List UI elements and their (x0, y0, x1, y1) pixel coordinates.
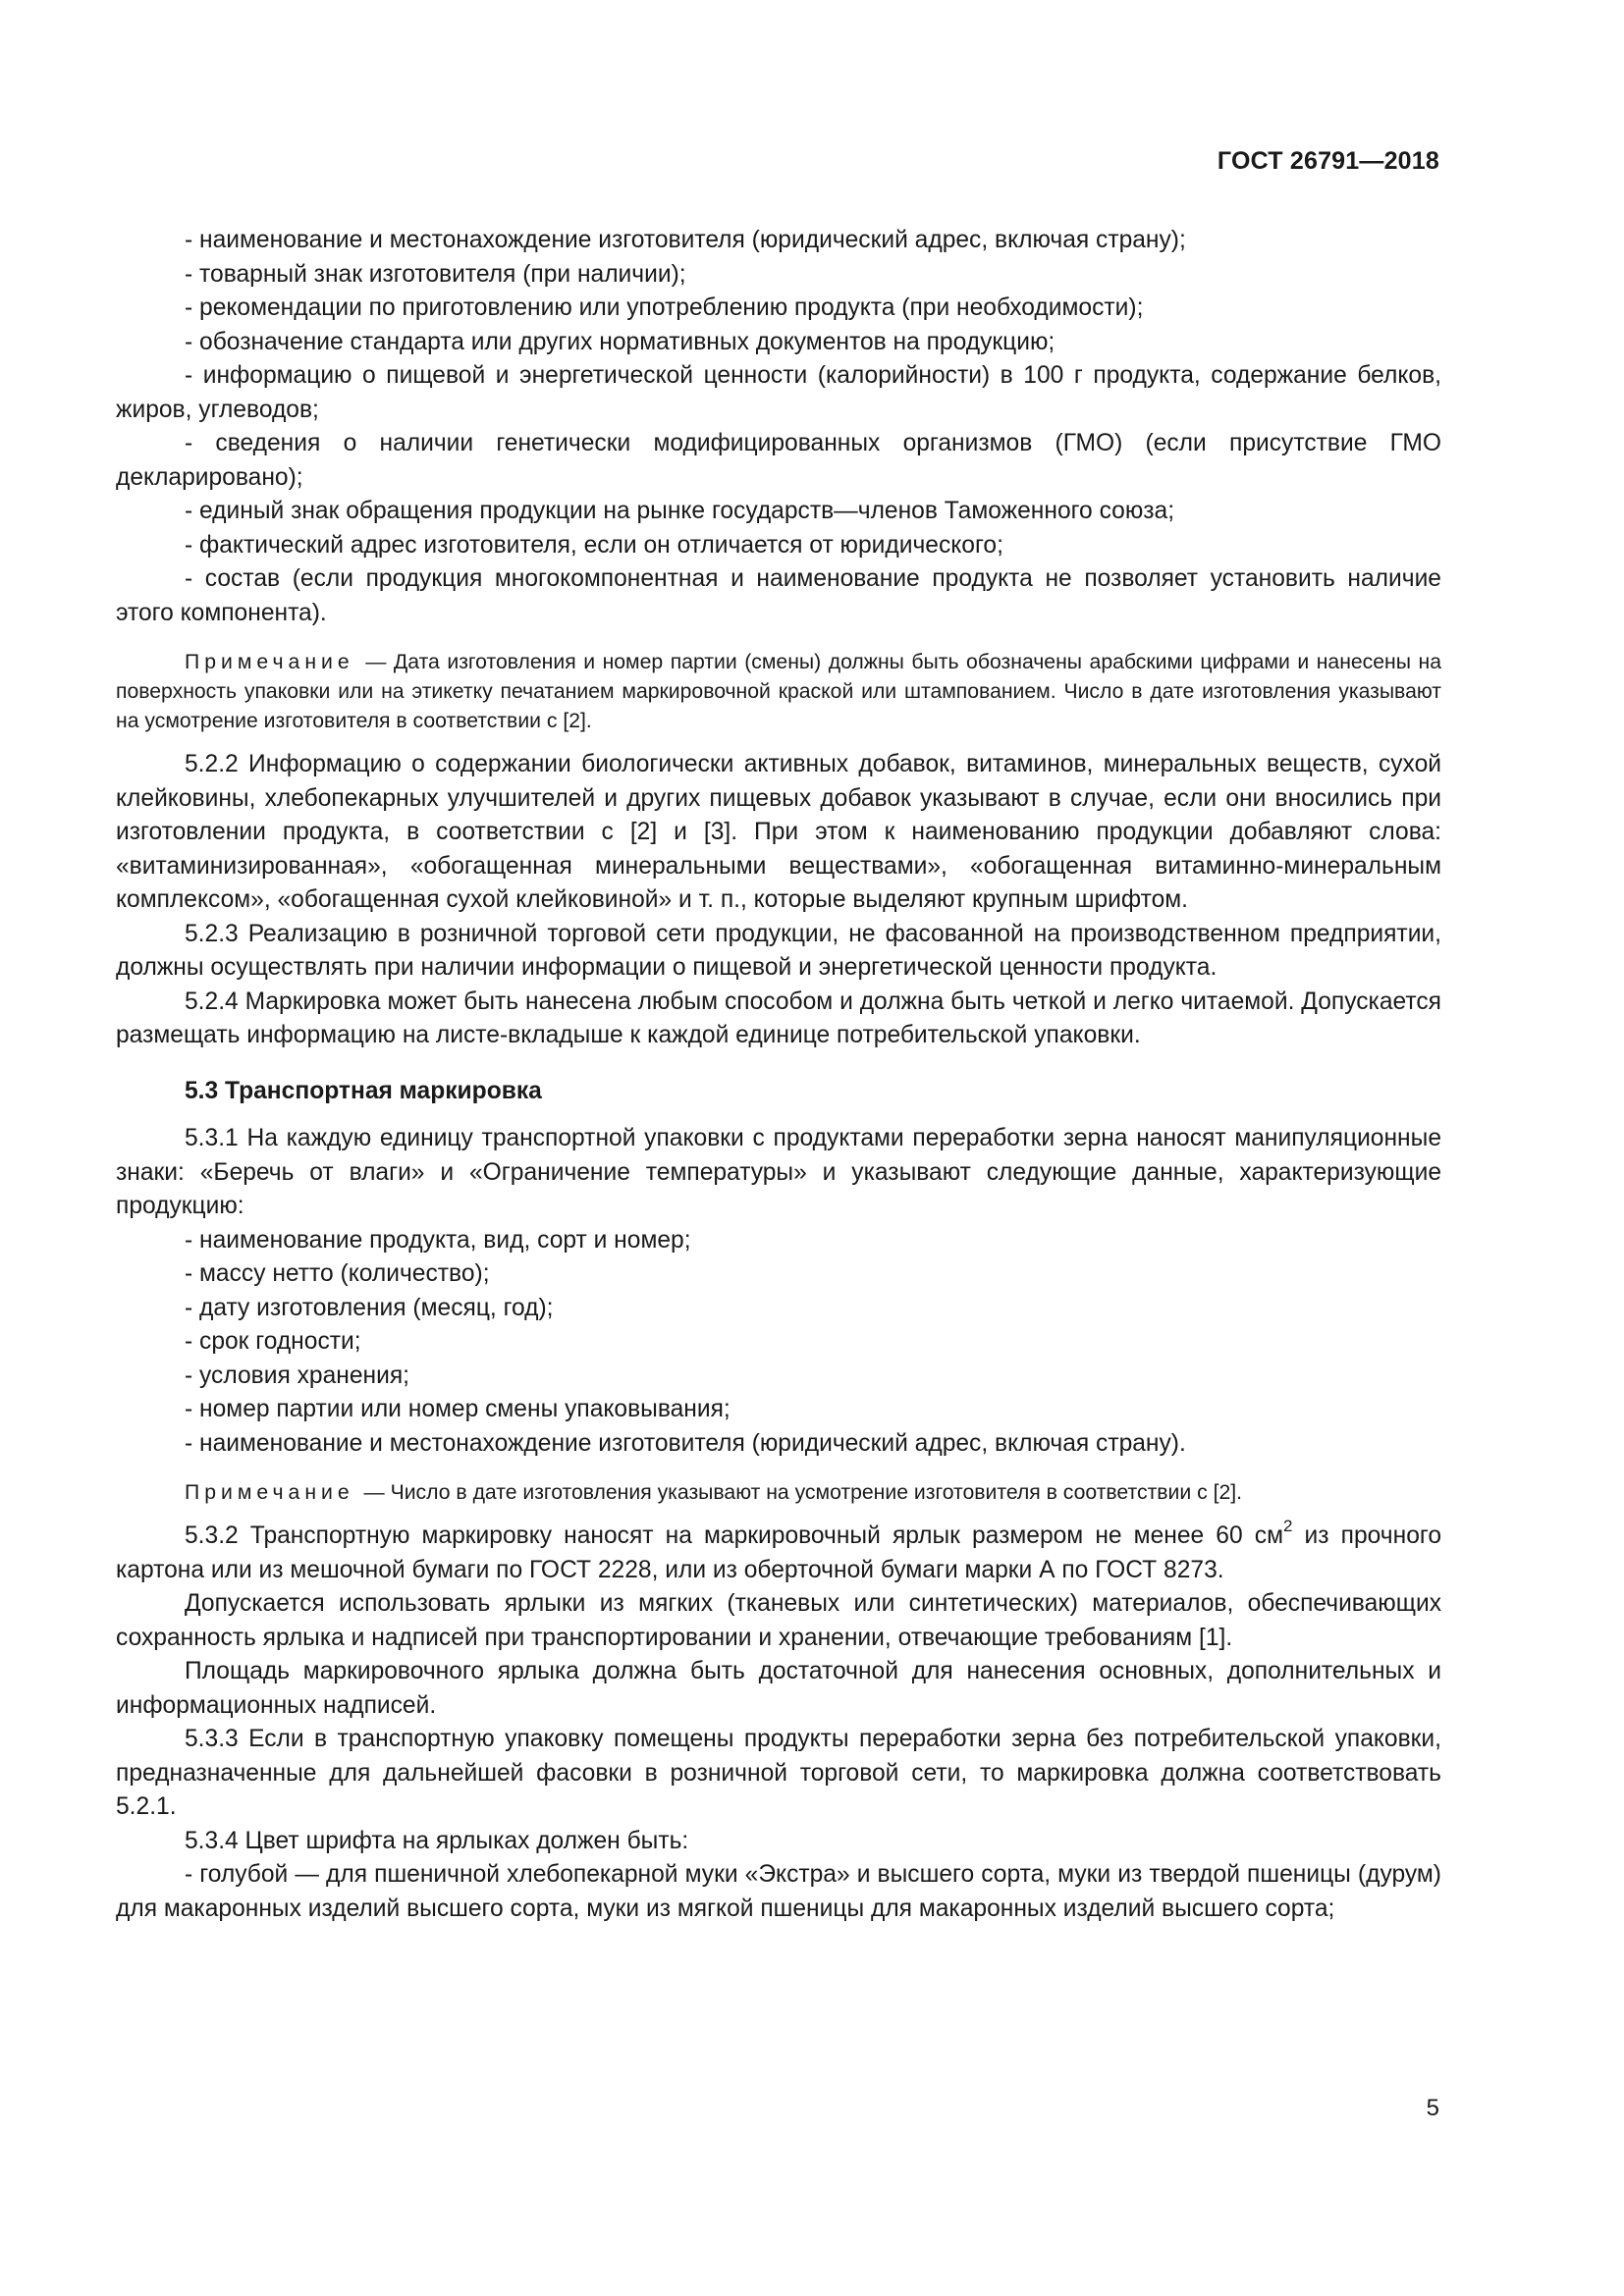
paragraph-5-3-2-part-b: из прочного картона или из мешочной бумаги по ГОСТ 2228, или из оберточной бумаги марки А по ГОСТ 8273. (116, 1522, 1441, 1583)
paragraph-5-3-3: 5.3.3 Если в транспортную упаковку помещены продукты переработки зерна без потребительской упаковки, предназначенные для дальнейшей фасовки в розничной торговой сети, то маркировка должна соответствовать 5.2.1. (116, 1726, 1441, 1820)
note-text: — Число в дате изготовления указывают на усмотрение изготовителя в соответствии с [2]. (363, 1481, 1243, 1504)
paragraph-5-3-2-soft-labels: Допускается использовать ярлыки из мягких (тканевых или синтетических) материалов, обеспечивающих сохранность ярлыка и надписей при транспортировании и хранении, отвечающие требованиям [1]. (116, 1590, 1441, 1651)
list-item: - срок годности; (185, 1328, 361, 1355)
list-item: - номер партии или номер смены упаковывания; (185, 1396, 731, 1422)
list-item: - сведения о наличии генетически модифицированных организмов (ГМО) (если присутствие ГМО декларировано); (116, 430, 1441, 491)
page-content (116, 224, 1441, 1926)
list-item: - обозначение стандарта или других нормативных документов на продукцию; (185, 328, 1056, 355)
paragraph-5-3-4: 5.3.4 Цвет шрифта на ярлыках должен быть: (185, 1827, 689, 1854)
document-code-header: ГОСТ 26791—2018 (1217, 147, 1439, 175)
list-item: - условия хранения; (185, 1362, 409, 1389)
list-item: - наименование и местонахождение изготовителя (юридический адрес, включая страну); (185, 227, 1186, 253)
paragraph-5-3-2-label-area: Площадь маркировочного ярлыка должна быть достаточной для нанесения основных, дополнительных и информационных надписей. (116, 1658, 1441, 1719)
list-item: - информацию о пищевой и энергетической ценности (калорийности) в 100 г продукта, содержание белков, жиров, углеводов; (116, 362, 1441, 423)
superscript-2: 2 (1282, 1517, 1293, 1535)
paragraph-5-2-3: 5.2.3 Реализацию в розничной торговой сети продукции, не фасованной на производственном предприятии, должны осуществлять при наличии информации о пищевой и энергетической ценности продукта. (116, 920, 1441, 981)
paragraph-5-3-2 (116, 1517, 1441, 1587)
paragraph-5-2-4: 5.2.4 Маркировка может быть нанесена любым способом и должна быть четкой и легко читаемой. Допускается размещать информацию на листе-вкладыше к каждой единице потребительской упаковки. (116, 988, 1441, 1048)
section-heading-5-3: 5.3 Транспортная маркировка (185, 1077, 542, 1104)
list-item: - товарный знак изготовителя (при наличии); (185, 260, 686, 288)
list-item: - единый знак обращения продукции на рынке государств—членов Таможенного союза; (185, 498, 1175, 524)
paragraph-5-3-2-part-a: 5.3.2 Транспортную маркировку наносят на маркировочный ярлык размером не менее 60 см (185, 1522, 1283, 1549)
note-2 (116, 1478, 1441, 1508)
paragraph-5-3-1: 5.3.1 На каждую единицу транспортной упаковки с продуктами переработки зерна наносят манипуляционные знаки: «Беречь от влаги» и «Ограничение температуры» и указывают следующие данные, характеризующие продукцию: (116, 1125, 1441, 1219)
paragraph-5-2-2: 5.2.2 Информацию о содержании биологически активных добавок, витаминов, минеральных веществ, сухой клейковины, хлебопекарных улучшителей и других пищевых добавок указывают в случае, если они вносились при изготовлении продукта, в соответствии с [2] и [3]. При этом к наименованию продукции добавляют слова: «витаминизированная», «обогащенная минеральными веществами», «обогащенная витаминно-минеральным комплексом», «обогащенная сухой клейковиной» и т. п., которые выделяют крупным шрифтом. (116, 751, 1441, 913)
list-item: - массу нетто (количество); (185, 1260, 490, 1287)
page-number: 5 (1426, 2095, 1439, 2121)
list-item: - фактический адрес изготовителя, если он отличается от юридического; (185, 531, 1003, 559)
note-label: Примечание (185, 651, 354, 673)
note-label: Примечание (185, 1481, 354, 1504)
list-item: - состав (если продукция многокомпонентная и наименование продукта не позволяет установить наличие этого компонента). (116, 565, 1441, 626)
list-item: - дату изготовления (месяц, год); (185, 1294, 554, 1321)
list-item: - рекомендации по приготовлению или употреблению продукта (при необходимости); (185, 294, 1144, 321)
list-item: - наименование и местонахождение изготовителя (юридический адрес, включая страну). (185, 1429, 1186, 1457)
list-item: - наименование продукта, вид, сорт и номер; (185, 1226, 691, 1254)
note-1 (116, 648, 1441, 736)
list-item: - голубой — для пшеничной хлебопекарной муки «Экстра» и высшего сорта, муки из твердой пшеницы (дурум) для макаронных изделий высшего сорта, муки из мягкой пшеницы для макаронных изделий высшего сорта; (116, 1861, 1441, 1922)
note-text: — Дата изготовления и номер партии (смены) должны быть обозначены арабскими цифрами и нанесены на поверхность упаковки или на этикетку печатанием маркировочной краской или штампованием. Число в дате изготовления указывают на усмотрение изготовителя в соответствии с [2]. (116, 651, 1442, 732)
